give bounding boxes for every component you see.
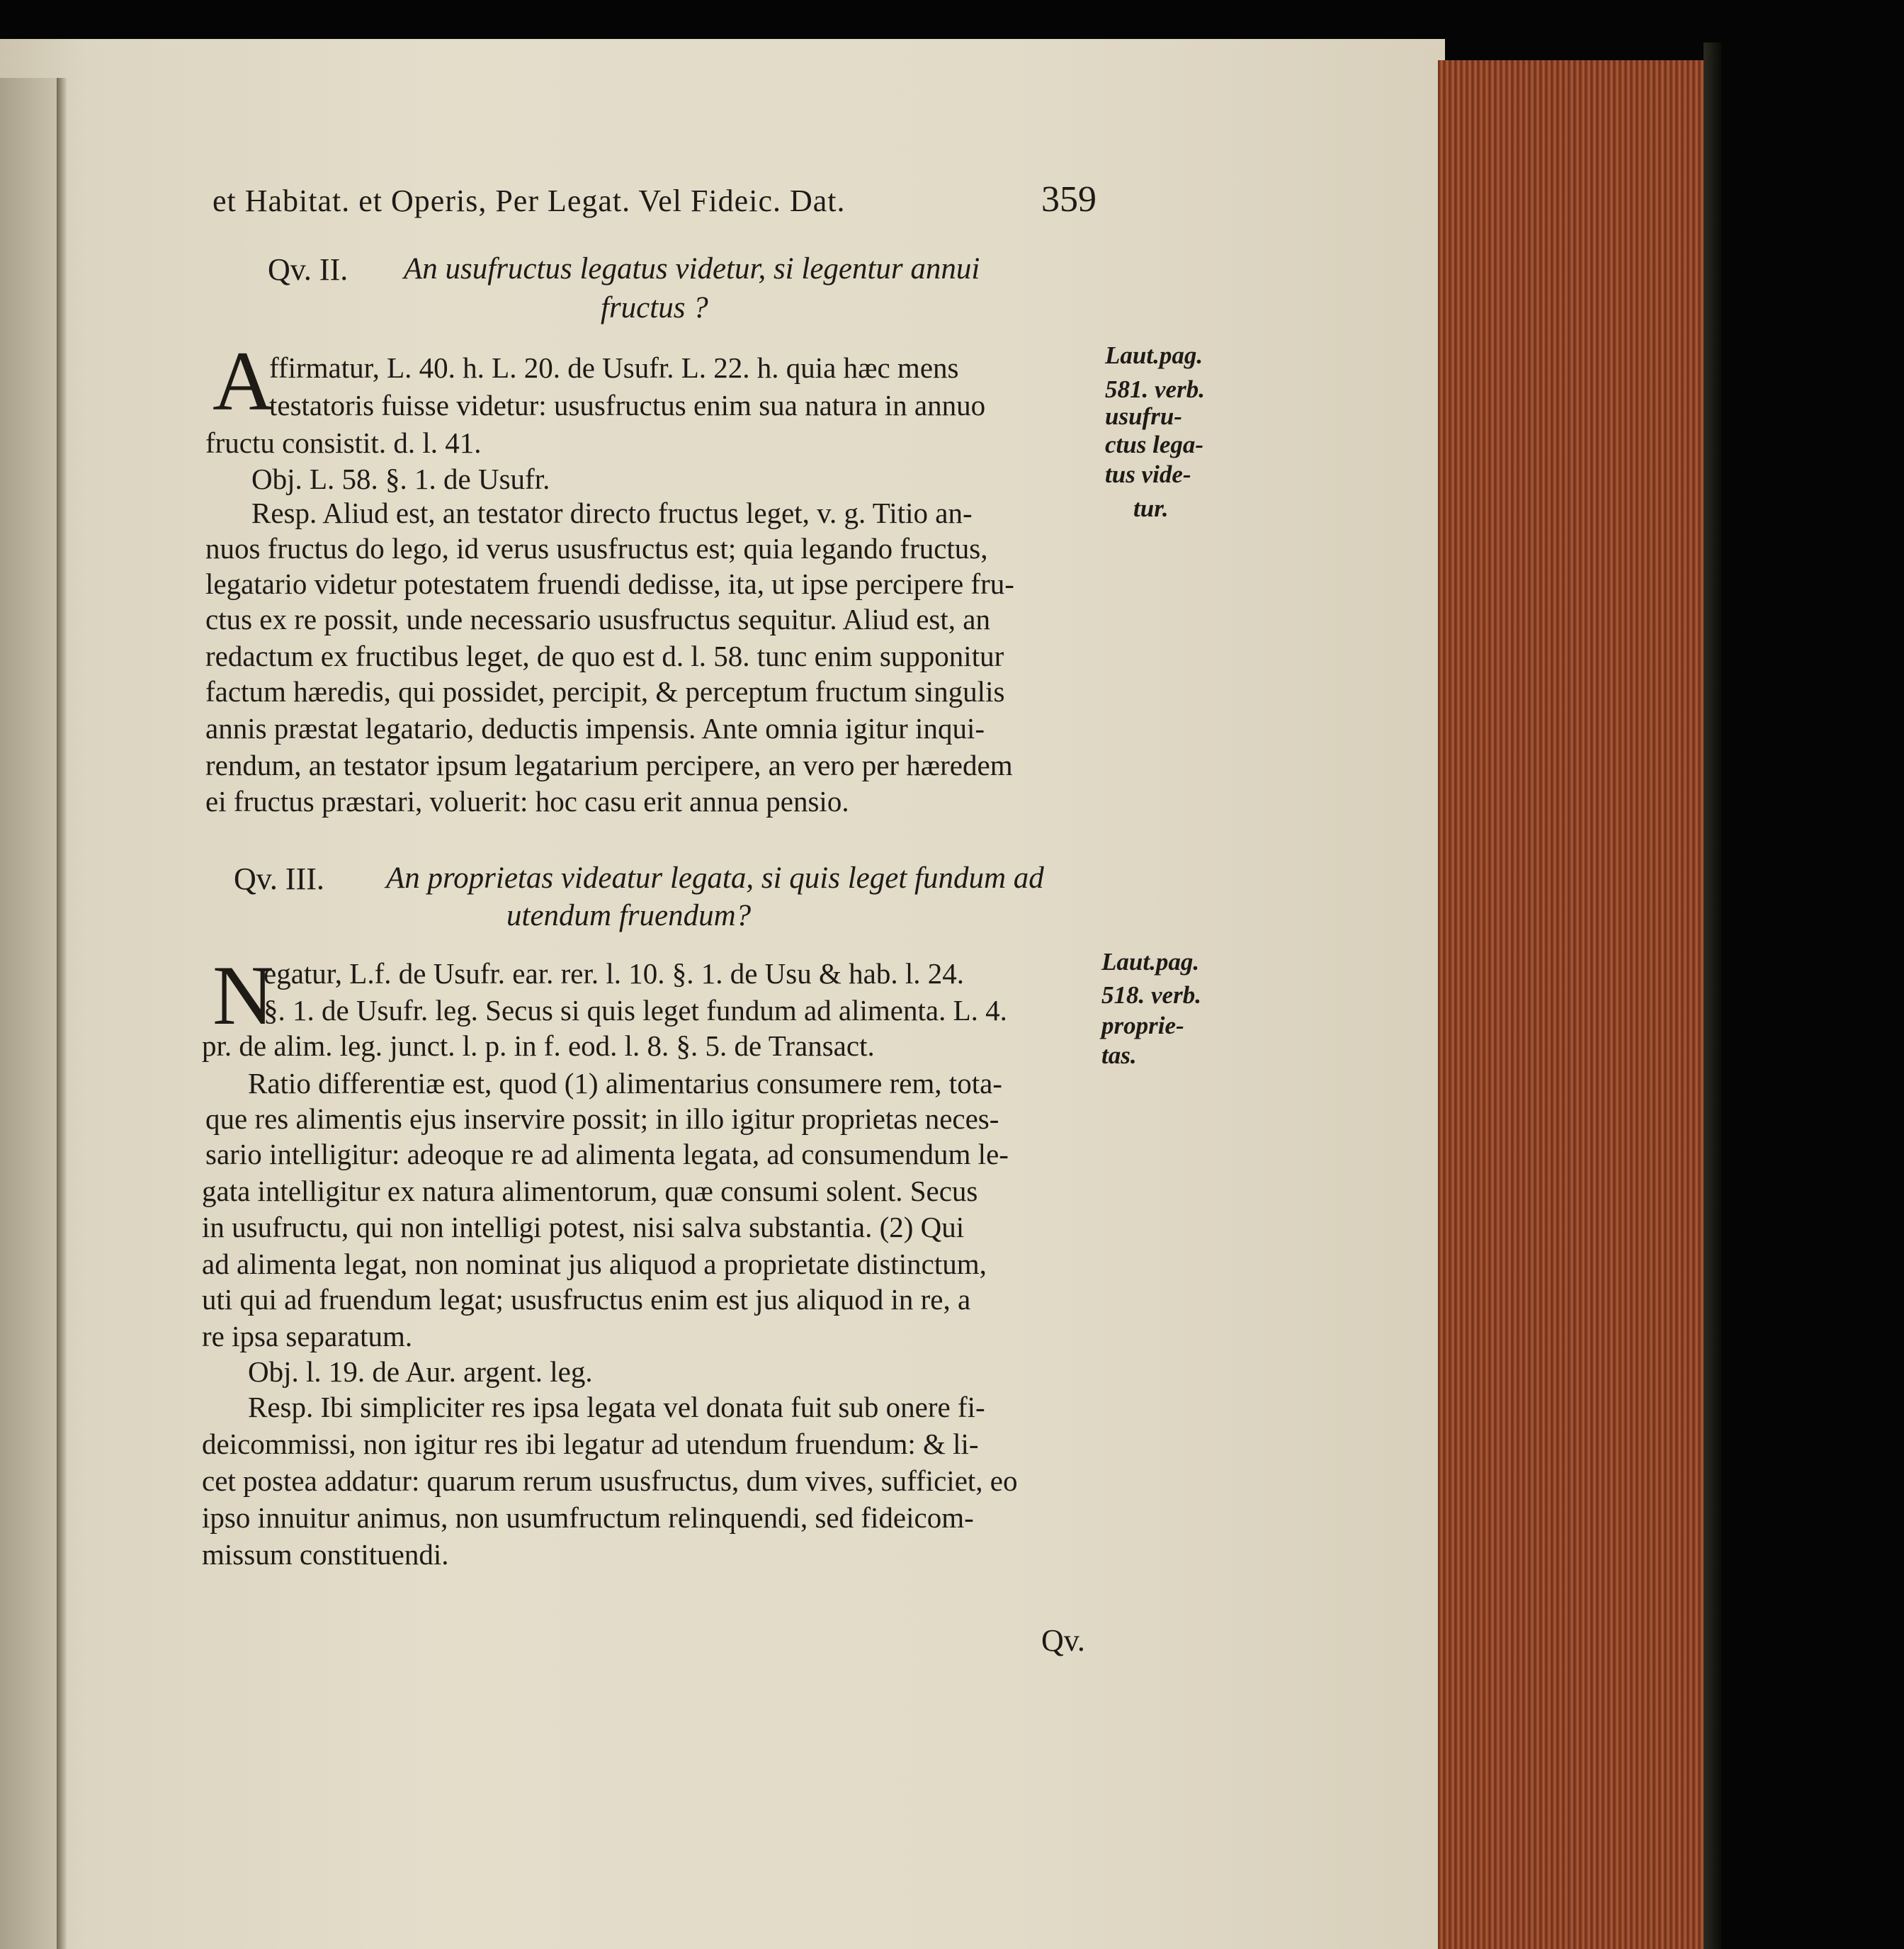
q2-line-13: ei fructus præstari, voluerit: hoc casu erit annua pensio.	[205, 785, 849, 818]
q2-line-3: fructu consistit. d. l. 41.	[205, 426, 482, 459]
q3-line-17: missum constituendi.	[202, 1538, 449, 1571]
question-3-label: Qv. III.	[234, 861, 324, 896]
q3-margin-note-1: Laut.pag.	[1101, 948, 1200, 976]
q3-margin-note-2: 518. verb.	[1101, 981, 1201, 1009]
q3-line-2: §. 1. de Usufr. leg. Secus si quis leget fundum ad alimenta. L. 4.	[264, 994, 1007, 1027]
q3-line-9: ad alimenta legat, non nominat jus aliquod a proprietate distinctum,	[202, 1248, 987, 1280]
q3-line-5: que res alimentis ejus inservire possit; in illo igitur proprietas neces-	[205, 1102, 999, 1135]
q3-line-15: cet postea addatur: quarum rerum ususfructus, dum vives, sufficiet, eo	[202, 1464, 1018, 1497]
page-fore-edge	[1438, 60, 1704, 1949]
q2-margin-note-2: 581. verb.	[1105, 375, 1205, 403]
q3-margin-note-3: proprie-	[1101, 1012, 1184, 1039]
page-number: 359	[1041, 179, 1096, 220]
q3-line-10: uti qui ad fruendum legat; ususfructus enim est jus aliquod in re, a	[202, 1283, 971, 1316]
q2-line-9: redactum ex fructibus leget, de quo est d. l. 58. tunc enim supponitur	[205, 640, 1004, 672]
q2-line-2: testatoris fuisse videtur: ususfructus enim sua natura in annuo	[269, 389, 986, 422]
previous-page-edge	[0, 78, 57, 1949]
q2-line-7: legatario videtur potestatem fruendi dedisse, ita, ut ipse percipere fru-	[205, 567, 1014, 600]
q3-line-16: ipso innuitur animus, non usumfructum relinquendi, sed fideicom-	[202, 1501, 974, 1534]
q2-line-6: nuos fructus do lego, id verus ususfructus est; quia legando fructus,	[205, 532, 988, 565]
running-head: et Habitat. et Operis, Per Legat. Vel Fideic. Dat.	[212, 183, 846, 218]
question-3-drop-cap: N	[212, 948, 274, 1042]
question-2-title-line-1: An usufructus legatus videtur, si legentur annui	[404, 252, 980, 286]
q2-line-8: ctus ex re possit, unde necessario ususfructus sequitur. Aliud est, an	[205, 603, 990, 635]
catchword: Qv.	[1041, 1623, 1085, 1658]
q3-line-8: in usufructu, qui non intelligi potest, nisi salva substantia. (2) Qui	[202, 1211, 965, 1243]
q2-margin-note-4: ctus lega-	[1105, 431, 1204, 458]
q3-line-4: Ratio differentiæ est, quod (1) alimentarius consumere rem, tota-	[248, 1067, 1002, 1100]
q2-line-12: rendum, an testator ipsum legatarium percipere, an vero per hæredem	[205, 749, 1013, 781]
q2-margin-note-5: tus vide-	[1105, 461, 1191, 488]
question-3-title-line-1: An proprietas videatur legata, si quis leget fundum ad	[386, 861, 1044, 895]
q2-margin-note-6: tur.	[1133, 495, 1169, 522]
question-2-drop-cap: A	[212, 334, 274, 428]
q2-line-10: factum hæredis, qui possidet, percipit, & perceptum fructum singulis	[205, 675, 1005, 708]
question-2-label: Qv. II.	[268, 252, 348, 287]
question-2-title-line-2: fructus ?	[601, 291, 708, 324]
question-3-title-line-2: utendum fruendum?	[506, 899, 752, 932]
q3-line-1: egatur, L.f. de Usufr. ear. rer. l. 10. §. 1. de Usu & hab. l. 24.	[264, 957, 964, 990]
q3-line-12: Obj. l. 19. de Aur. argent. leg.	[248, 1355, 593, 1388]
q2-line-1: ffirmatur, L. 40. h. L. 20. de Usufr. L. 22. h. quia hæc mens	[269, 351, 959, 384]
q3-line-6: sario intelligitur: adeoque re ad alimenta legata, ad consumendum le-	[205, 1138, 1009, 1170]
q3-line-3: pr. de alim. leg. junct. l. p. in f. eod. l. 8. §. 5. de Transact.	[202, 1029, 875, 1062]
book-gutter	[57, 78, 67, 1949]
q3-margin-note-4: tas.	[1101, 1041, 1137, 1069]
q3-line-7: gata intelligitur ex natura alimentorum, quæ consumi solent. Secus	[202, 1175, 978, 1207]
q3-line-14: deicommissi, non igitur res ibi legatur ad utendum fruendum: & li-	[202, 1428, 979, 1460]
q2-line-11: annis præstat legatario, deductis impensis. Ante omnia igitur inqui-	[205, 712, 985, 745]
q2-line-5: Resp. Aliud est, an testator directo fructus leget, v. g. Titio an-	[251, 497, 973, 529]
binding-shadow	[1704, 43, 1721, 1949]
q2-margin-note-1: Laut.pag.	[1105, 341, 1203, 369]
q3-line-11: re ipsa separatum.	[202, 1320, 413, 1352]
q2-line-4: Obj. L. 58. §. 1. de Usufr.	[251, 463, 550, 495]
q2-margin-note-3: usufru-	[1105, 402, 1182, 430]
q3-line-13: Resp. Ibi simpliciter res ipsa legata vel donata fuit sub onere fi-	[248, 1391, 985, 1423]
